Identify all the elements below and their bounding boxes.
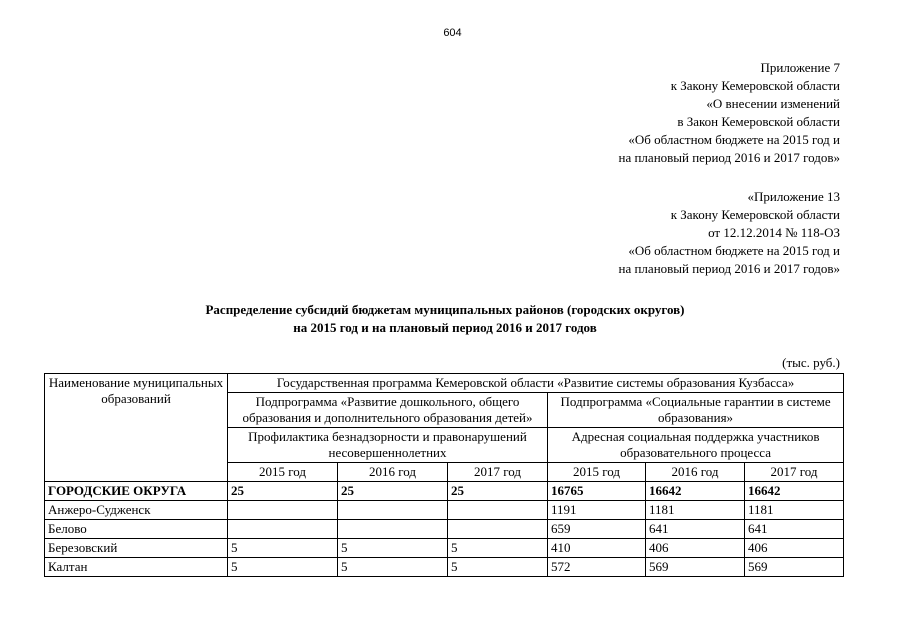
value-cell: 5 [228, 539, 338, 558]
value-cell [228, 501, 338, 520]
header-year: 2016 год [646, 463, 745, 482]
value-cell: 5 [448, 558, 548, 577]
header-year: 2016 год [338, 463, 448, 482]
page-number: 604 [443, 27, 462, 39]
value-cell: 1181 [646, 501, 745, 520]
value-cell: 5 [228, 558, 338, 577]
appendix-13-line: от 12.12.2014 № 118-ОЗ [708, 225, 840, 240]
value-cell [448, 501, 548, 520]
value-cell: 16765 [548, 482, 646, 501]
value-cell: 25 [338, 482, 448, 501]
value-cell: 1191 [548, 501, 646, 520]
header-year: 2017 год [745, 463, 844, 482]
appendix-7-header [619, 59, 841, 167]
value-cell [338, 501, 448, 520]
appendix-13-line: к Закону Кемеровской области [670, 207, 840, 222]
header-program: Государственная программа Кемеровской области «Развитие системы образования Кузбасса» [228, 374, 844, 393]
value-cell: 25 [448, 482, 548, 501]
header-municipality: Наименование муниципальных образований [45, 374, 228, 482]
appendix-13-line: «Об областном бюджете на 2015 год и [628, 243, 840, 258]
value-cell: 406 [745, 539, 844, 558]
appendix-7-line: Приложение 7 [760, 60, 840, 75]
value-cell: 659 [548, 520, 646, 539]
header-subprogram-1: Подпрограмма «Развитие дошкольного, общего образования и дополнительного образования детей» [228, 393, 548, 428]
appendix-7-line: «О внесении изменений [706, 96, 840, 111]
municipality-name: Калтан [45, 558, 228, 577]
value-cell [338, 520, 448, 539]
value-cell: 569 [745, 558, 844, 577]
value-cell: 5 [448, 539, 548, 558]
appendix-7-line: на плановый период 2016 и 2017 годов» [618, 150, 840, 165]
value-cell: 641 [646, 520, 745, 539]
subsidy-table [44, 373, 844, 577]
value-cell: 5 [338, 558, 448, 577]
units-label: (тыс. руб.) [782, 355, 840, 370]
value-cell: 16642 [646, 482, 745, 501]
municipality-name: Анжеро-Судженск [45, 501, 228, 520]
value-cell: 569 [646, 558, 745, 577]
header-measure-2: Адресная социальная поддержка участников образовательного процесса [548, 428, 844, 463]
value-cell: 406 [646, 539, 745, 558]
appendix-7-line: к Закону Кемеровской области [670, 78, 840, 93]
table-body [45, 482, 844, 577]
document-title-line-2: на 2015 год и на плановый период 2016 и 2017 годов [293, 320, 597, 335]
value-cell: 25 [228, 482, 338, 501]
header-measure-1: Профилактика безнадзорности и правонарушений несовершеннолетних [228, 428, 548, 463]
appendix-13-header [619, 188, 841, 278]
appendix-7-line: в Закон Кемеровской области [677, 114, 840, 129]
municipality-name: ГОРОДСКИЕ ОКРУГА [45, 482, 228, 501]
value-cell: 1181 [745, 501, 844, 520]
value-cell: 16642 [745, 482, 844, 501]
value-cell: 410 [548, 539, 646, 558]
table-row [45, 558, 844, 577]
table-row [45, 482, 844, 501]
header-subprogram-2: Подпрограмма «Социальные гарантии в системе образования» [548, 393, 844, 428]
table-row [45, 539, 844, 558]
value-cell: 572 [548, 558, 646, 577]
document-title [0, 301, 890, 337]
table-row [45, 501, 844, 520]
value-cell [448, 520, 548, 539]
municipality-name: Белово [45, 520, 228, 539]
appendix-13-line: «Приложение 13 [747, 189, 840, 204]
header-year: 2015 год [548, 463, 646, 482]
table-row [45, 520, 844, 539]
value-cell: 5 [338, 539, 448, 558]
appendix-13-line: на плановый период 2016 и 2017 годов» [618, 261, 840, 276]
appendix-7-line: «Об областном бюджете на 2015 год и [628, 132, 840, 147]
value-cell: 641 [745, 520, 844, 539]
municipality-name: Березовский [45, 539, 228, 558]
value-cell [228, 520, 338, 539]
header-year: 2015 год [228, 463, 338, 482]
header-year: 2017 год [448, 463, 548, 482]
document-title-line-1: Распределение субсидий бюджетам муниципальных районов (городских округов) [205, 302, 685, 317]
